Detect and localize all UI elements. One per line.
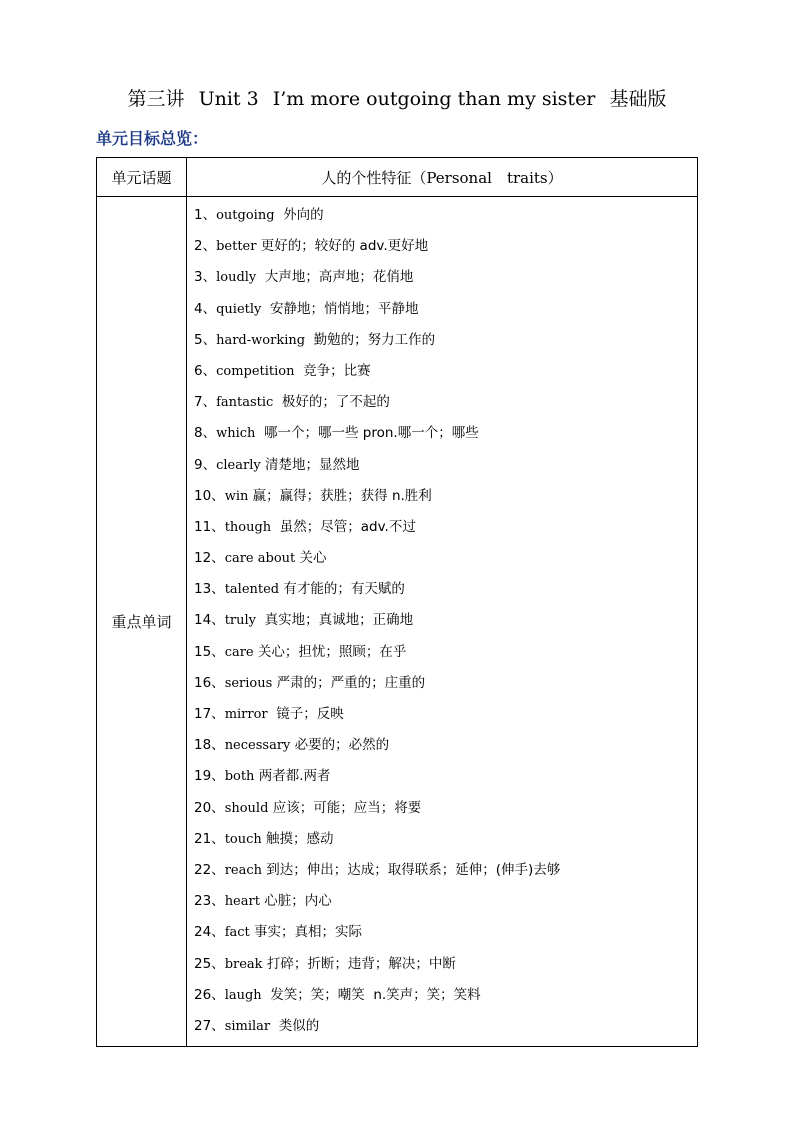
chinese-meaning: 安静地；悄悄地；平静地: [261, 300, 419, 317]
list-item: [194, 481, 697, 512]
chinese-meaning: 赢；赢得；获胜；获得 n.胜利: [248, 487, 432, 504]
chinese-meaning: 触摸；感动: [261, 830, 334, 847]
list-item: [194, 699, 697, 730]
chinese-meaning: 必要的；必然的: [290, 737, 390, 754]
chinese-meaning: 更好的；较好的 adv.更好地: [256, 238, 429, 255]
word-number: 5、: [194, 331, 217, 348]
chinese-meaning: 镜子；反映: [267, 706, 344, 722]
chinese-meaning: 哪一个；哪一些 pron.哪一个；哪些: [255, 425, 479, 442]
section-heading: 单元目标总览：: [96, 129, 209, 148]
chinese-meaning: 勤勉的；努力工作的: [305, 331, 436, 348]
word-number: 18、: [194, 737, 225, 754]
list-item: [194, 668, 697, 699]
chinese-meaning: 真实地；真诚地；正确地: [256, 612, 414, 629]
english-word: heart: [224, 894, 260, 910]
list-item: [194, 793, 697, 824]
topic-value: 人的个性特征（Personal traits）: [187, 158, 698, 197]
category-label: 重点单词: [97, 197, 187, 1047]
english-word: loudly: [216, 270, 257, 286]
chinese-meaning: 类似的: [270, 1017, 320, 1034]
english-word: care: [224, 644, 254, 660]
english-word: reach: [224, 862, 262, 878]
chinese-meaning: 有才能的；有天赋的: [279, 581, 405, 598]
chinese-meaning: 应该；可能；应当；将要: [268, 799, 422, 816]
list-item: [194, 387, 697, 418]
english-word: break: [224, 956, 263, 972]
english-word: necessary: [224, 738, 291, 754]
word-number: 17、: [194, 706, 225, 722]
word-number: 3、: [194, 269, 217, 286]
word-number: 27、: [194, 1017, 225, 1034]
word-number: 14、: [194, 612, 225, 629]
english-word: mirror: [224, 707, 268, 722]
word-number: 4、: [194, 300, 217, 317]
word-number: 8、: [194, 425, 217, 442]
page-title: [0, 84, 794, 111]
list-item: [194, 231, 697, 262]
english-word: similar: [224, 1018, 271, 1034]
english-word: laugh: [224, 987, 262, 1003]
english-word: outgoing: [216, 208, 275, 223]
list-item: [194, 200, 697, 231]
unit-overview-table: [96, 157, 698, 1047]
list-item: [194, 824, 697, 855]
topic-label: 单元话题: [97, 158, 187, 197]
list-item: [194, 637, 697, 668]
chinese-meaning: 关心；担忧；照顾；在乎: [253, 643, 407, 660]
list-item: [194, 855, 697, 886]
chinese-meaning: 打碎；折断；违背；解决；中断: [262, 955, 456, 972]
english-word: though: [224, 519, 272, 535]
list-item: [194, 761, 697, 792]
list-item: [194, 262, 697, 293]
chinese-meaning: 严肃的；严重的；庄重的: [272, 674, 426, 691]
english-word: win: [224, 488, 249, 504]
chinese-meaning: 竞争；比赛: [294, 362, 371, 379]
word-number: 19、: [194, 768, 225, 785]
english-word: should: [224, 800, 269, 816]
word-number: 21、: [194, 830, 225, 847]
list-item: [194, 980, 697, 1011]
list-item: [194, 512, 697, 543]
word-number: 2、: [194, 238, 217, 255]
word-number: 16、: [194, 674, 225, 691]
list-item: [194, 450, 697, 481]
word-number: 12、: [194, 550, 225, 567]
chinese-meaning: 事实；真相；实际: [249, 924, 363, 941]
word-number: 6、: [194, 362, 217, 379]
english-word: clearly: [216, 457, 261, 473]
english-word: touch: [224, 831, 262, 847]
list-item: [194, 418, 697, 449]
word-number: 1、: [194, 207, 217, 223]
chinese-meaning: 到达；伸出；达成；取得联系；延伸；(伸手)去够: [262, 861, 561, 878]
word-number: 15、: [194, 643, 225, 660]
english-word: hard-working: [216, 332, 306, 348]
vocabulary-row: [97, 197, 698, 1047]
word-list: [187, 197, 697, 1046]
word-number: 11、: [194, 518, 225, 535]
word-number: 24、: [194, 924, 225, 941]
list-item: [194, 356, 697, 387]
english-word: both: [224, 769, 255, 785]
list-item: [194, 730, 697, 761]
chinese-meaning: 清楚地；显然地: [260, 456, 360, 473]
vocabulary-cell: [187, 197, 698, 1047]
chinese-meaning: 两者都.两者: [254, 768, 331, 785]
list-item: [194, 574, 697, 605]
lesson-number: 第三讲: [127, 88, 185, 110]
list-item: [194, 605, 697, 636]
list-item: [194, 886, 697, 917]
chinese-meaning: 极好的；了不起的: [273, 394, 390, 411]
word-number: 25、: [194, 955, 225, 972]
word-number: 20、: [194, 799, 225, 816]
chinese-meaning: 心脏；内心: [259, 893, 332, 910]
list-item: [194, 917, 697, 948]
english-word: fantastic: [216, 395, 274, 411]
english-word: truly: [224, 613, 257, 629]
list-item: [194, 325, 697, 356]
chinese-meaning: 虽然；尽管；adv.不过: [271, 518, 416, 535]
english-word: which: [216, 426, 256, 442]
unit-title: I’m more outgoing than my sister: [272, 88, 596, 110]
english-word: quietly: [216, 301, 262, 317]
english-word: serious: [224, 675, 273, 691]
list-item: [194, 543, 697, 574]
list-item: [194, 294, 697, 325]
list-item: [194, 949, 697, 980]
word-number: 26、: [194, 986, 225, 1003]
chinese-meaning: 关心: [295, 550, 327, 567]
chinese-meaning: 大声地；高声地；花俏地: [256, 269, 414, 286]
english-word: better: [216, 239, 257, 255]
word-number: 7、: [194, 394, 217, 411]
topic-row: [97, 158, 698, 197]
word-number: 23、: [194, 893, 225, 910]
english-word: fact: [224, 925, 250, 941]
chinese-meaning: 外向的: [274, 207, 324, 223]
english-word: talented: [224, 582, 280, 598]
word-number: 9、: [194, 456, 217, 473]
word-number: 22、: [194, 861, 225, 878]
word-number: 13、: [194, 581, 225, 598]
english-word: care about: [224, 551, 296, 567]
list-item: [194, 1011, 697, 1042]
word-number: 10、: [194, 487, 225, 504]
chinese-meaning: 发笑；笑；嘲笑 n.笑声；笑；笑料: [261, 986, 481, 1003]
unit-label: Unit 3: [198, 88, 259, 110]
english-word: competition: [216, 363, 295, 379]
edition-label: 基础版: [609, 88, 667, 110]
